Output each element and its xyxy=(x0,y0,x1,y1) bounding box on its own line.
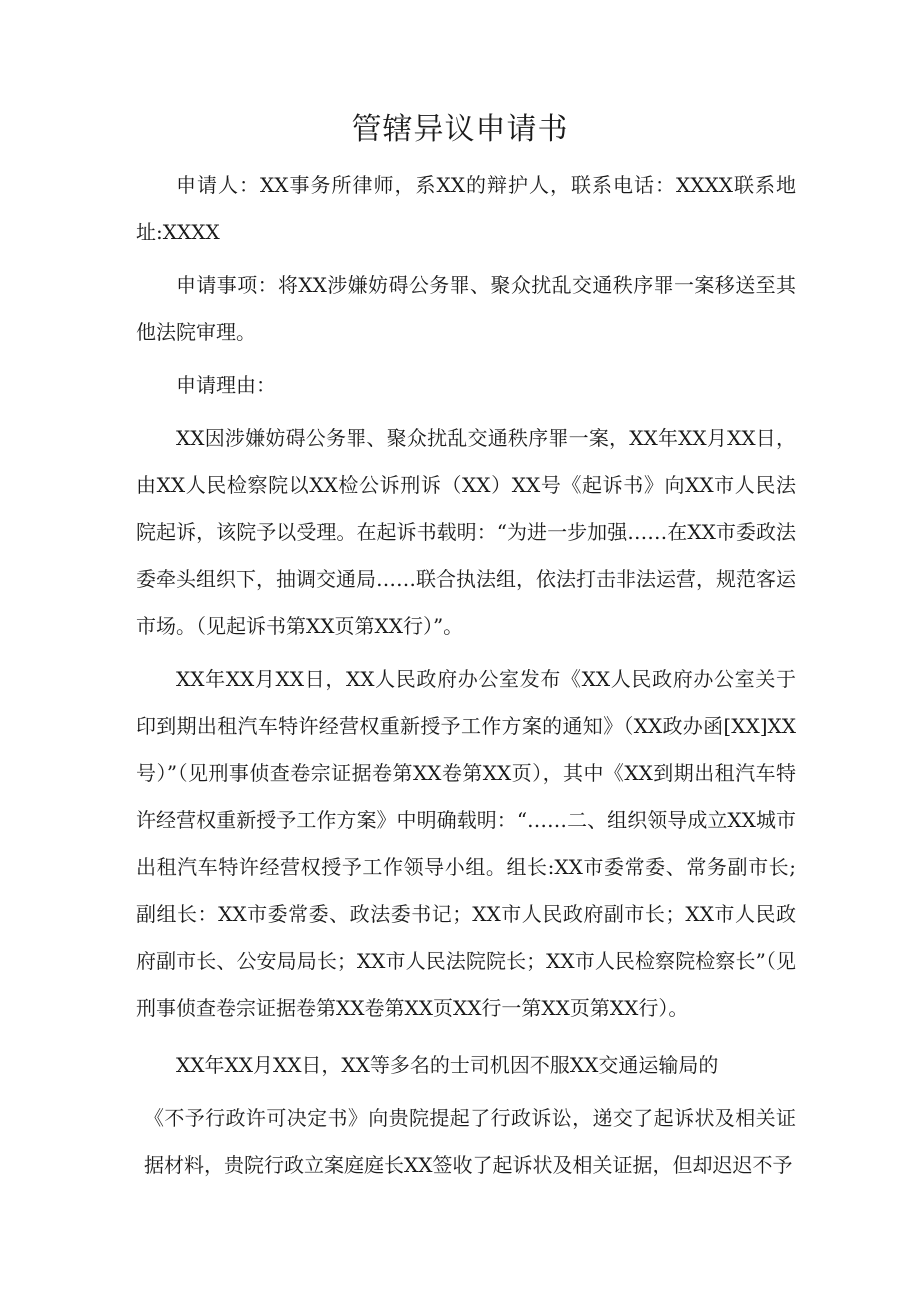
document-body xyxy=(136,162,796,1195)
reason-paragraph-4: 《不予行政许可决定书》向贵院提起了行政诉讼，递交了起诉状及相关证据材料，贵院行政立案庭庭长XX签收了起诉状及相关证据，但却迟迟不予 xyxy=(144,1106,796,1177)
reason-heading: 申请理由： xyxy=(176,373,276,397)
request-paragraph: 申请事项：将XX涉嫌妨碍公务罪、聚众扰乱交通秩序罪一案移送至其他法院审理。 xyxy=(136,273,796,344)
reason-paragraph-2: XX年XX月XX日，XX人民政府办公室发布《XX人民政府办公室关于印到期出租汽车特许经营权重新授予工作方案的通知》（XX政办函[XX]XX号）”（见刑事侦查卷宗证据卷第XX卷第XX页），其中《XX到期出租汽车特许经营权重新授予工作方案》中明确载明：“……二、组织领导成立XX城市出租汽车特许经营权授予工作领导小组。组长:XX市委常委、常务副市长;副组长：XX市委常委、政法委书记；XX市人民政府副市长；XX市人民政府副市长、公安局局长；XX市人民法院院长；XX市人民检察院检察长”（见刑事侦查卷宗证据卷第XX卷第XX页XX行一第XX页第XX行）。 xyxy=(136,667,796,1020)
applicant-paragraph: 申请人：XX事务所律师，系XX的辩护人，联系电话：XXXX联系地址:XXXX xyxy=(136,173,796,244)
reason-paragraph-3: XX年XX月XX日，XX等多名的士司机因不服XX交通运输局的 xyxy=(176,1053,719,1077)
document-title: 管辖异议申请书 xyxy=(351,112,569,147)
reason-paragraph-1: XX因涉嫌妨碍公务罪、聚众扰乱交通秩序罪一案，XX年XX月XX日，由XX人民检察院以XX检公诉刑诉（XX）XX号《起诉书》向XX市人民法院起诉，该院予以受理。在起诉书载明：“为进一步加强……在XX市委政法委牵头组织下，抽调交通局……联合执法组，依法打击非法运营，规范客运市场。（见起诉书第XX页第XX行）”。 xyxy=(136,426,796,638)
